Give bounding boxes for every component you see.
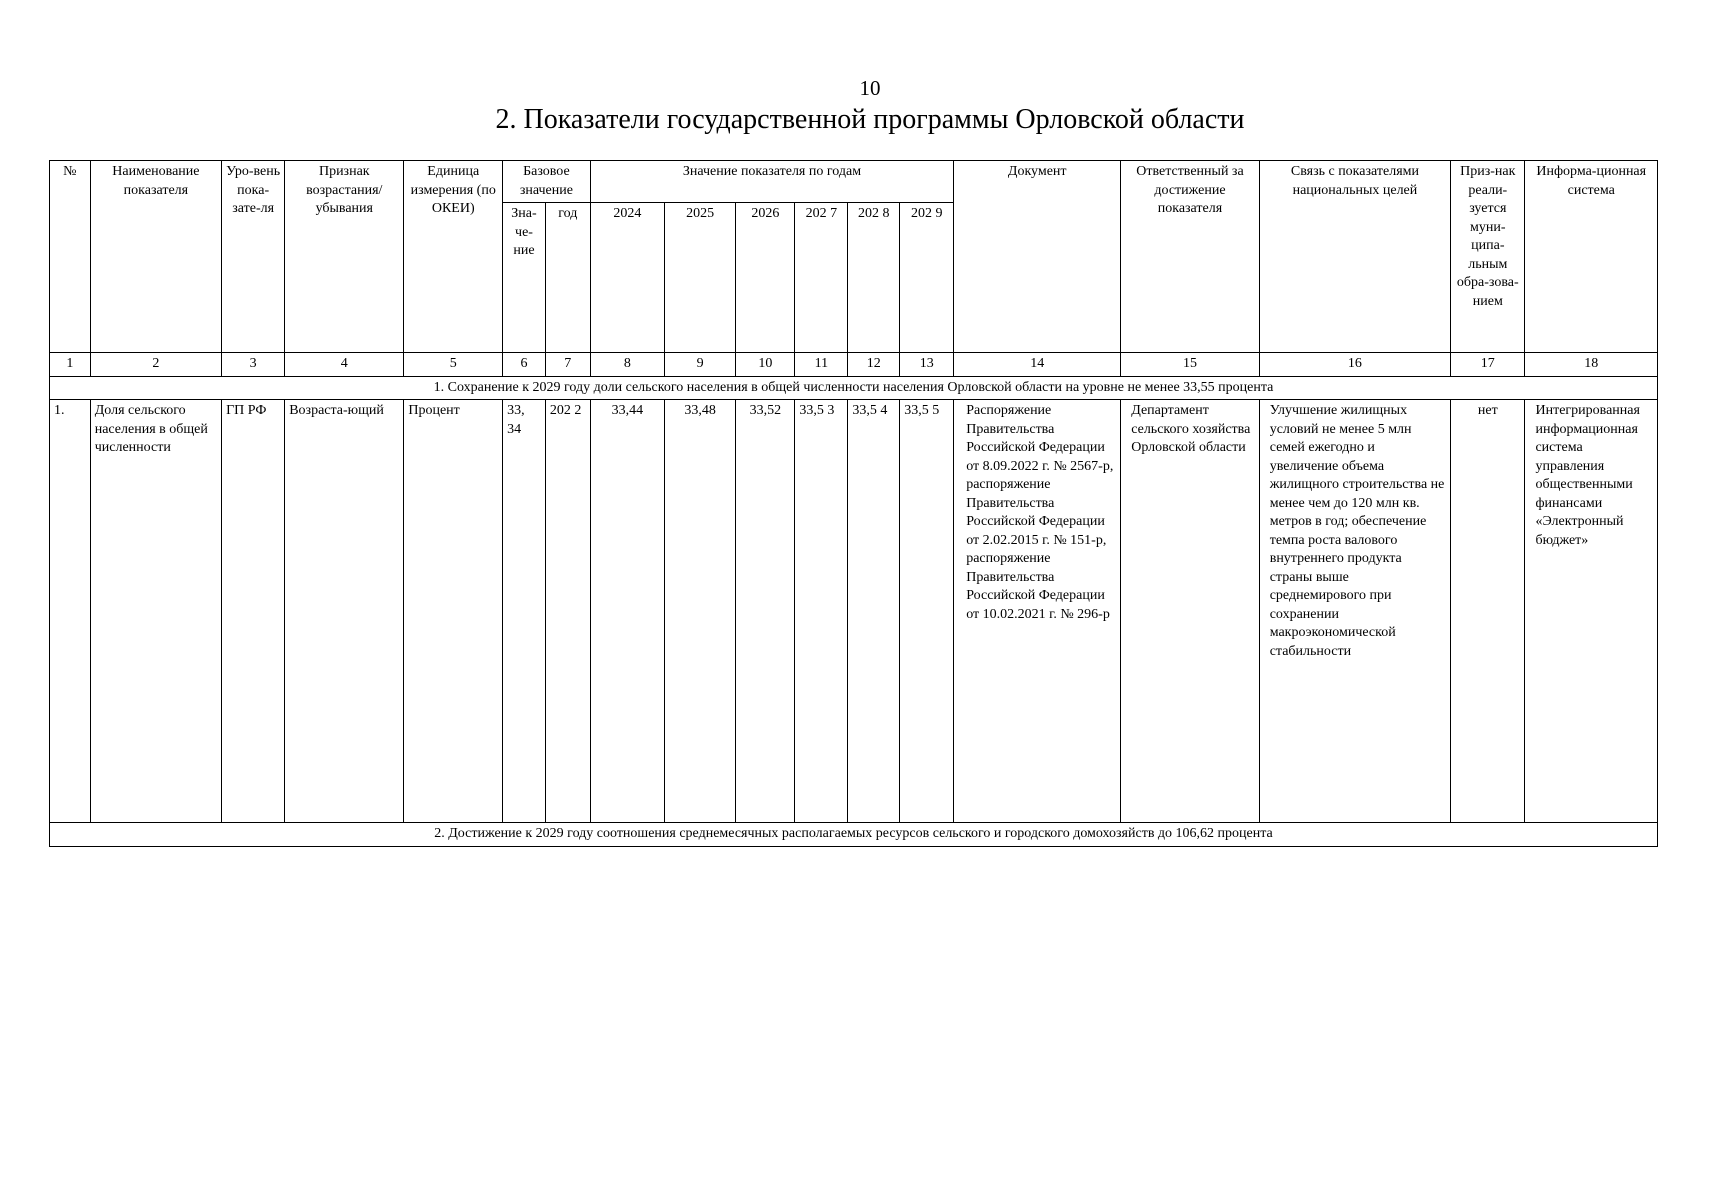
header-base: Базовое значение (503, 161, 591, 203)
header-base-value: Зна-че-ние (503, 203, 546, 353)
column-number: 4 (285, 353, 404, 377)
header-no: № (50, 161, 91, 353)
column-number: 8 (590, 353, 664, 377)
value-2028: 33,5 4 (848, 400, 900, 823)
value-2029: 33,5 5 (900, 400, 954, 823)
header-years: Значение показателя по годам (590, 161, 954, 203)
indicator-level: ГП РФ (222, 400, 285, 823)
section-1-row (50, 376, 1658, 400)
indicator-trend: Возраста-ющий (285, 400, 404, 823)
row-number: 1. (50, 400, 91, 823)
value-2024: 33,44 (590, 400, 664, 823)
header-base-year: год (545, 203, 590, 353)
base-value: 33, 34 (503, 400, 546, 823)
column-number: 5 (404, 353, 503, 377)
column-number: 12 (848, 353, 900, 377)
header-year-2026: 2026 (736, 203, 795, 353)
header-link: Связь с показателями национальных целей (1259, 161, 1450, 353)
section-2-heading: 2. Достижение к 2029 году соотношения среднемесячных располагаемых ресурсов сельского и городского домохозяйств до 106,62 процента (50, 823, 1658, 847)
header-year-2028: 202 8 (848, 203, 900, 353)
indicators-table (49, 160, 1658, 847)
table-row (50, 400, 1658, 823)
column-number: 2 (90, 353, 221, 377)
column-number: 15 (1121, 353, 1259, 377)
column-numbers-row (50, 353, 1658, 377)
value-2027: 33,5 3 (795, 400, 848, 823)
header-trend: Признак возрастания/ убывания (285, 161, 404, 353)
national-goals-link: Улучшение жилищных условий не менее 5 млн семей ежегодно и увеличение объема жилищного строительства не менее чем до 120 млн кв. метров в год; обеспечение темпа роста валового внутреннего продукта страны выше среднемирового при сохранении макроэкономической стабильности (1259, 400, 1450, 823)
header-year-2025: 2025 (665, 203, 736, 353)
header-municipal: Приз-нак реали-зуется муни-ципа-льным обра-зова-нием (1451, 161, 1525, 353)
indicator-name: Доля сельского населения в общей численности (90, 400, 221, 823)
responsible: Департамент сельского хозяйства Орловской области (1121, 400, 1259, 823)
header-year-2029: 202 9 (900, 203, 954, 353)
column-number: 7 (545, 353, 590, 377)
column-number: 9 (665, 353, 736, 377)
header-name: Наименование показателя (90, 161, 221, 353)
header-year-2024: 2024 (590, 203, 664, 353)
header-row-1 (50, 161, 1658, 203)
column-number: 13 (900, 353, 954, 377)
page-number: 10 (859, 76, 881, 100)
column-number: 16 (1259, 353, 1450, 377)
value-2026: 33,52 (736, 400, 795, 823)
header-responsible: Ответственный за достижение показателя (1121, 161, 1259, 353)
column-number: 11 (795, 353, 848, 377)
header-level: Уро-вень пока-зате-ля (222, 161, 285, 353)
header-document: Документ (954, 161, 1121, 353)
header-info-system: Информа-ционная система (1525, 161, 1658, 353)
column-number: 14 (954, 353, 1121, 377)
municipal-flag: нет (1451, 400, 1525, 823)
column-number: 18 (1525, 353, 1658, 377)
section-1-heading: 1. Сохранение к 2029 году доли сельского населения в общей численности населения Орловской области на уровне не менее 33,55 процента (50, 376, 1658, 400)
column-number: 17 (1451, 353, 1525, 377)
base-year: 202 2 (545, 400, 590, 823)
section-2-row (50, 823, 1658, 847)
page-title: 2. Показатели государственной программы Орловской области (495, 104, 1245, 135)
header-year-2027: 202 7 (795, 203, 848, 353)
column-number: 3 (222, 353, 285, 377)
indicator-unit: Процент (404, 400, 503, 823)
column-number: 10 (736, 353, 795, 377)
document: Распоряжение Правительства Российской Федерации от 8.09.2022 г. № 2567-р, распоряжение Правительства Российской Федерации от 2.02.2015 г. № 151-р, распоряжение Правительства Российской Федерации от 10.02.2021 г. № 296-р (954, 400, 1121, 823)
header-unit: Единица измерения (по ОКЕИ) (404, 161, 503, 353)
information-system: Интегрированная информационная система управления общественными финансами «Электронный бюджет» (1525, 400, 1658, 823)
column-number: 6 (503, 353, 546, 377)
value-2025: 33,48 (665, 400, 736, 823)
column-number: 1 (50, 353, 91, 377)
